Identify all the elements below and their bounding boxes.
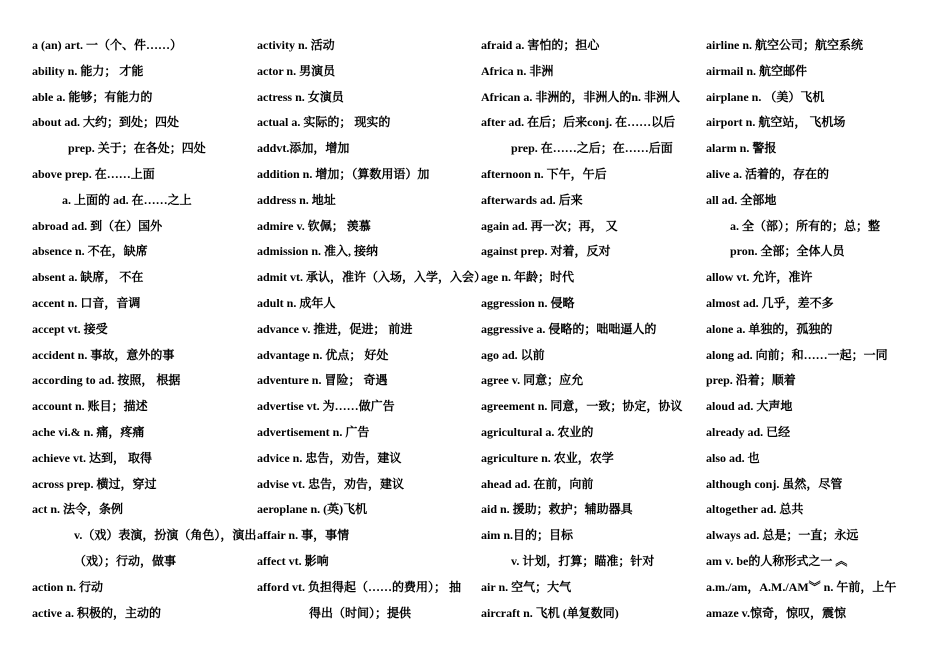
word-entry: aggression n. 侵略 [481,295,575,310]
word-entry: accident n. 事故，意外的事 [32,347,175,362]
word-entry: after ad. 在后；后来conj. 在……以后 [481,115,676,130]
word-entry: ahead ad. 在前，向前 [481,476,594,491]
word-entry: always ad. 总是；一直；永远 [706,528,859,543]
word-entry: achieve vt. 达到， 取得 [32,450,152,465]
word-entry: affect vt. 影响 [257,553,329,568]
word-entry: altogether ad. 总共 [706,502,804,517]
word-entry: addition n. 增加；（算数用语）加 [257,166,430,181]
word-entry: above prep. 在……上面 [32,166,155,181]
word-entry: act n. 法令，条例 [32,502,123,517]
word-entry: agree v. 同意；应允 [481,373,584,388]
word-column-2 [257,33,487,626]
word-entry: also ad. 也 [706,450,760,465]
word-entry: although conj. 虽然，尽管 [706,476,843,491]
word-entry: admission n. 准入, 接纳 [257,244,379,259]
word-entry-continuation: 得出（时间）；提供 [309,605,412,620]
word-entry: address n. 地址 [257,192,336,207]
word-entry: adventure n. 冒险； 奇遇 [257,373,388,388]
word-entry: advantage n. 优点； 好处 [257,347,389,362]
word-entry: admit vt. 承认，准许（入场，入学，入会） [257,270,486,285]
word-column-3 [481,33,711,626]
word-entry: afraid a. 害怕的；担心 [481,38,600,52]
word-entry: airplane n. （美）飞机 [706,89,825,104]
word-entry: airline n. 航空公司；航空系统 [706,38,864,52]
word-entry: agreement n. 同意，一致；协定，协议 [481,399,683,414]
word-entry: activity n. 活动 [257,38,335,52]
word-entry: alone a. 单独的，孤独的 [706,321,833,336]
word-entry: along ad. 向前；和……一起；一同 [706,347,888,362]
word-entry: allow vt. 允许，准许 [706,270,813,285]
word-entry: agricultural a. 农业的 [481,424,594,439]
word-entry: Africa n. 非洲 [481,63,554,78]
word-entry-continuation: pron. 全部；全体人员 [730,244,845,259]
word-entry-continuation: v. 计划，打算；瞄准；针对 [511,553,655,568]
word-entry: absent a. 缺席， 不在 [32,270,144,285]
word-entry: aggressive a. 侵略的；咄咄逼人的 [481,321,657,336]
word-entry-continuation: （戏）；行动，做事 [74,553,177,568]
word-entry: actual a. 实际的； 现实的 [257,115,391,130]
word-entry: age n. 年龄；时代 [481,270,575,285]
word-entry: account n. 账目；描述 [32,399,148,414]
word-entry: advise vt. 忠告，劝告，建议 [257,476,405,491]
word-entry: afford vt. 负担得起（……的费用）； 抽 [257,579,461,594]
word-entry: active a. 积极的，主动的 [32,605,161,620]
word-entry: afterwards ad. 后来 [481,192,583,207]
word-entry: airmail n. 航空邮件 [706,63,807,78]
word-entry: ache vi.& n. 痛，疼痛 [32,424,145,439]
word-entry: adult n. 成年人 [257,295,336,310]
word-entry: affair n. 事，事情 [257,528,350,543]
word-entry: ago ad. 以前 [481,347,545,362]
word-entry: African a. 非洲的，非洲人的n. 非洲人 [481,89,680,104]
word-entry: aim n.目的；目标 [481,528,574,543]
word-entry-continuation: a. 上面的 ad. 在……之上 [62,192,192,207]
word-entry: alarm n. 警报 [706,141,777,156]
word-entry: agriculture n. 农业，农学 [481,450,614,465]
word-entry: almost ad. 几乎，差不多 [706,295,834,310]
word-entry: already ad. 已经 [706,424,791,439]
word-entry: actor n. 男演员 [257,63,336,78]
word-entry: all ad. 全部地 [706,192,777,207]
word-column-4 [706,33,926,626]
word-entry: about ad. 大约；到处；四处 [32,115,180,130]
word-entry: aircraft n. 飞机 (单复数同) [481,605,619,620]
word-entry: abroad ad. 到（在）国外 [32,218,163,233]
word-column-1 [32,33,262,626]
word-entry: advertisement n. 广告 [257,424,370,439]
word-entry: prep. 沿着；顺着 [706,373,796,388]
word-entry: amaze v.惊奇，惊叹，震惊 [706,605,846,620]
word-entry: across prep. 横过，穿过 [32,476,157,491]
word-entry: accept vt. 接受 [32,321,108,336]
word-entry: afternoon n. 下午，午后 [481,166,607,181]
word-entry: a.m./am，A.M./AM︾ n. 午前，上午 [706,579,897,594]
word-entry-continuation: prep. 在……之后；在……后面 [511,141,673,156]
word-entry: a (an) art. 一（个、件……） [32,38,182,52]
word-entry: able a. 能够；有能力的 [32,89,153,104]
word-entry: aeroplane n. (英)飞机 [257,502,368,517]
word-entry: absence n. 不在，缺席 [32,244,148,259]
word-entry: admire v. 钦佩； 羡慕 [257,218,371,233]
word-entry: advice n. 忠告，劝告，建议 [257,450,402,465]
word-entry-continuation: a. 全（部）；所有的；总；整 [730,218,881,233]
word-entry: actress n. 女演员 [257,89,344,104]
word-entry: airport n. 航空站， 飞机场 [706,115,846,130]
word-entry: aid n. 援助；救护；辅助器具 [481,502,633,517]
word-entry: aloud ad. 大声地 [706,399,793,414]
word-entry: am v. be的人称形式之一 ︽ [706,553,848,568]
word-entry: advertise vt. 为……做广告 [257,399,395,414]
word-entry: according to ad. 按照， 根据 [32,373,181,388]
word-entry: ability n. 能力； 才能 [32,63,144,78]
word-entry: addvt.添加，增加 [257,141,350,156]
word-entry-continuation: v.（戏）表演，扮演（角色），演出 [74,528,257,543]
word-entry: action n. 行动 [32,579,104,594]
word-entry: alive a. 活着的，存在的 [706,166,829,181]
word-entry: against prep. 对着，反对 [481,244,611,259]
word-entry: advance v. 推进，促进； 前进 [257,321,413,336]
word-entry: again ad. 再一次；再， 又 [481,218,618,233]
word-entry: air n. 空气；大气 [481,579,572,594]
word-entry: accent n. 口音，音调 [32,295,141,310]
word-entry-continuation: prep. 关于；在各处；四处 [68,141,206,156]
